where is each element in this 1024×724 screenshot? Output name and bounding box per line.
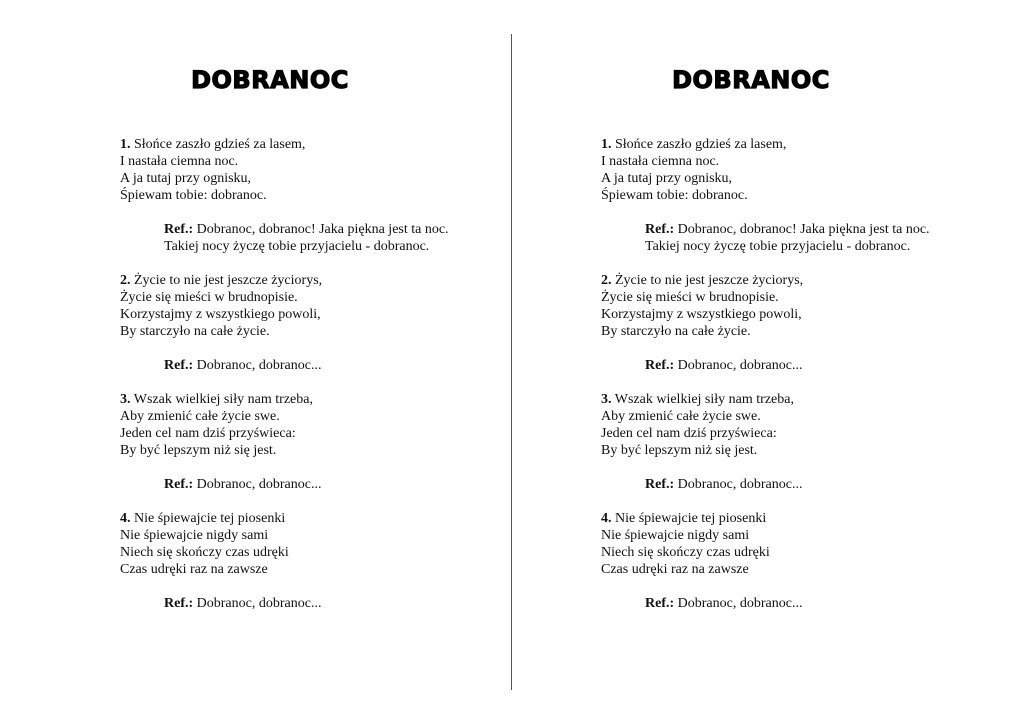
lyrics (601, 136, 930, 629)
refrain-label: Ref.: (164, 222, 194, 237)
refrain-line: Takiej nocy życzę tobie przyjacielu - dobranoc. (645, 239, 911, 254)
refrain-label: Ref.: (164, 358, 194, 373)
verse-line: Nie śpiewajcie tej piosenki (134, 511, 286, 526)
verse-number: 3. (120, 392, 131, 407)
verse-2 (120, 272, 449, 340)
verse-line: Słońce zaszło gdzieś za lasem, (134, 137, 306, 152)
verse-line: Życie to nie jest jeszcze życiorys, (134, 273, 323, 288)
refrain-line: Dobranoc, dobranoc... (677, 477, 803, 492)
verse-1 (120, 136, 449, 204)
refrain-4 (645, 595, 930, 612)
verse-line: Wszak wielkiej siły nam trzeba, (614, 392, 794, 407)
verse-4 (120, 510, 449, 578)
verse-line: A ja tutaj przy ognisku, (120, 171, 252, 186)
refrain-line: Dobranoc, dobranoc... (196, 477, 322, 492)
refrain-line: Dobranoc, dobranoc... (677, 596, 803, 611)
verse-line: Korzystajmy z wszystkiego powoli, (601, 307, 802, 322)
verse-line: Nie śpiewajcie nigdy sami (601, 528, 750, 543)
verse-line: By być lepszym niż się jest. (601, 443, 758, 458)
verse-line: A ja tutaj przy ognisku, (601, 171, 733, 186)
verse-line: Wszak wielkiej siły nam trzeba, (133, 392, 313, 407)
verse-line: Życie się mieści w brudnopisie. (120, 290, 298, 305)
refrain-line: Dobranoc, dobranoc... (196, 358, 322, 373)
verse-number: 4. (601, 511, 612, 526)
refrain-line: Takiej nocy życzę tobie przyjacielu - dobranoc. (164, 239, 430, 254)
refrain-2 (645, 357, 930, 374)
verse-line: I nastała ciemna noc. (120, 154, 239, 169)
verse-line: Śpiewam tobie: dobranoc. (120, 188, 267, 203)
verse-line: Słońce zaszło gdzieś za lasem, (615, 137, 787, 152)
refrain-label: Ref.: (645, 222, 675, 237)
song-sheet-left (0, 0, 500, 724)
refrain-label: Ref.: (645, 596, 675, 611)
verse-number: 2. (120, 273, 131, 288)
verse-number: 4. (120, 511, 131, 526)
refrain-2 (164, 357, 449, 374)
refrain-line: Dobranoc, dobranoc... (677, 358, 803, 373)
refrain-4 (164, 595, 449, 612)
verse-3 (601, 391, 930, 459)
refrain-3 (164, 476, 449, 493)
verse-line: Aby zmienić całe życie swe. (601, 409, 761, 424)
verse-number: 1. (601, 137, 612, 152)
verse-number: 1. (120, 137, 131, 152)
verse-line: Życie się mieści w brudnopisie. (601, 290, 779, 305)
refrain-line: Dobranoc, dobranoc! Jaka piękna jest ta noc. (677, 222, 930, 237)
refrain-label: Ref.: (164, 477, 194, 492)
verse-3 (120, 391, 449, 459)
verse-line: Niech się skończy czas udręki (601, 545, 770, 560)
verse-line: Nie śpiewajcie nigdy sami (120, 528, 269, 543)
verse-line: By starczyło na całe życie. (601, 324, 751, 339)
refrain-1 (645, 221, 930, 255)
refrain-line: Dobranoc, dobranoc! Jaka piękna jest ta noc. (196, 222, 449, 237)
song-sheet-right (481, 0, 981, 724)
verse-line: Aby zmienić całe życie swe. (120, 409, 280, 424)
refrain-line: Dobranoc, dobranoc... (196, 596, 322, 611)
verse-line: Czas udręki raz na zawsze (120, 562, 268, 577)
verse-line: Śpiewam tobie: dobranoc. (601, 188, 748, 203)
verse-number: 3. (601, 392, 612, 407)
refrain-label: Ref.: (645, 358, 675, 373)
verse-number: 2. (601, 273, 612, 288)
verse-line: Czas udręki raz na zawsze (601, 562, 749, 577)
lyrics (120, 136, 449, 629)
verse-line: Życie to nie jest jeszcze życiorys, (615, 273, 804, 288)
verse-line: Korzystajmy z wszystkiego powoli, (120, 307, 321, 322)
refrain-1 (164, 221, 449, 255)
verse-4 (601, 510, 930, 578)
verse-line: Jeden cel nam dziś przyświeca: (120, 426, 296, 441)
verse-1 (601, 136, 930, 204)
refrain-3 (645, 476, 930, 493)
verse-line: Jeden cel nam dziś przyświeca: (601, 426, 777, 441)
refrain-label: Ref.: (645, 477, 675, 492)
song-title: DOBRANOC (672, 66, 830, 94)
refrain-label: Ref.: (164, 596, 194, 611)
verse-line: By starczyło na całe życie. (120, 324, 270, 339)
verse-2 (601, 272, 930, 340)
verse-line: I nastała ciemna noc. (601, 154, 720, 169)
song-title: DOBRANOC (191, 66, 349, 94)
verse-line: By być lepszym niż się jest. (120, 443, 277, 458)
verse-line: Nie śpiewajcie tej piosenki (615, 511, 767, 526)
verse-line: Niech się skończy czas udręki (120, 545, 289, 560)
